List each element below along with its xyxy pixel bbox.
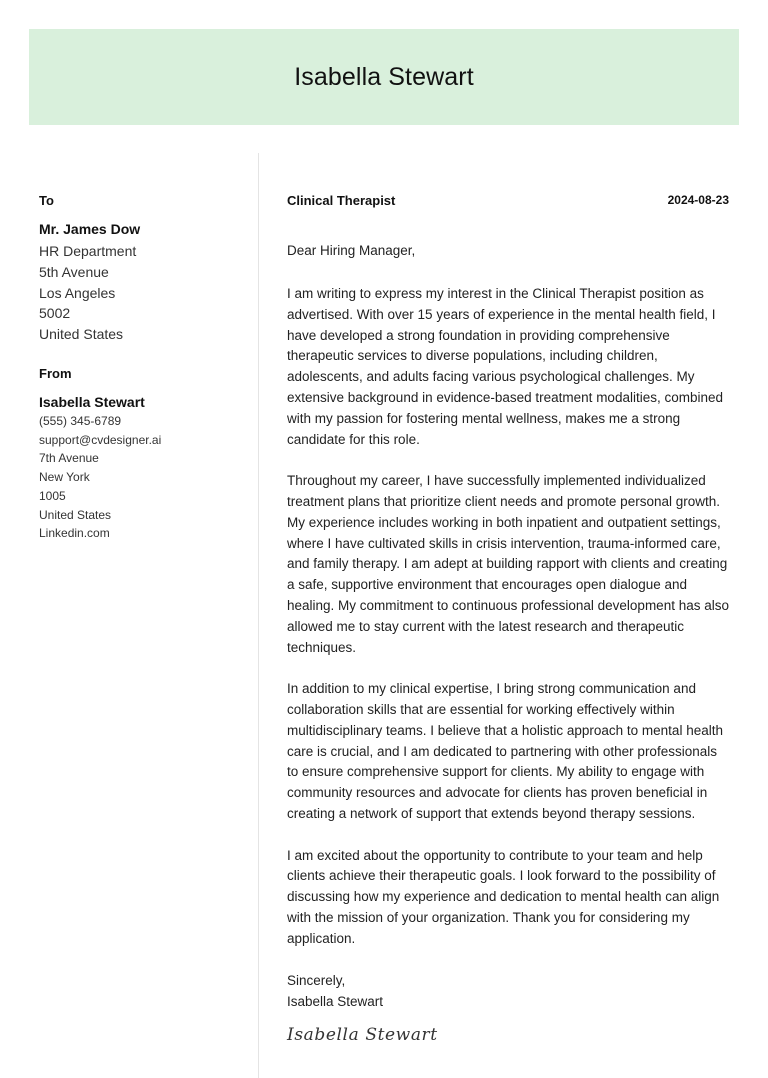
closing-block	[287, 971, 383, 1013]
applicant-name: Isabella Stewart	[294, 62, 474, 91]
paragraph: I am excited about the opportunity to contribute to your team and help clients achieve their therapeutic goals. I look forward to the possibility of discussing how my experience and dedication to mental health can align with the mission of your organization. Thank you for considering my application.	[287, 847, 720, 946]
letter-paragraphs	[287, 284, 729, 970]
paragraph: Throughout my career, I have successfully implemented individualized treatment plans that prioritize client needs and promote personal growth. My experience includes working in both inpatient and outpatient settings, where I have cultivated skills in crisis intervention, trauma-informed care, and family therapy. I am adept at building rapport with clients and creating a safe, supportive environment that encourages open dialogue and healing. My commitment to continuous professional development has also allowed me to stay current with the latest research and therapeutic techniques.	[287, 473, 729, 655]
paragraph: I am writing to express my interest in the Clinical Therapist position as advertised. With over 15 years of experience in the mental health field, I have developed a strong foundation in providing comprehensive therapeutic services to diverse populations, including children, adolescents, and adults facing various psychological challenges. My extensive background in evidence-based treatment modalities, combined with my passion for fostering mental wellness, makes me a strong candidate for this role.	[287, 286, 724, 447]
column-divider	[258, 153, 259, 1078]
closing-phrase: Sincerely,	[287, 973, 346, 988]
sender-linkedin: Linkedin.com	[39, 526, 110, 541]
sender-phone: (555) 345-6789	[39, 414, 122, 428]
paragraph: In addition to my clinical expertise, I bring strong communication and collaboration skills that are essential for working effectively within multidisciplinary teams. I believe that a holistic approach to mental health care is crucial, and I am dedicated to partnering with other professionals to ensure comprehensive support for clients. My ability to engage with community resources and advocate for clients has proven beneficial in creating a network of support that extends beyond therapy sessions.	[287, 681, 723, 821]
recipient-address	[39, 241, 136, 345]
handwritten-signature: Isabella Stewart	[287, 1025, 438, 1045]
recipient-line: HR Department	[39, 243, 137, 259]
sender-section-title: From	[39, 366, 72, 381]
position-title: Clinical Therapist	[287, 193, 396, 208]
sender-postcode: 1005	[39, 488, 66, 503]
recipient-name: Mr. James Dow	[39, 221, 141, 237]
letter-date: 2024-08-23	[667, 193, 729, 207]
closing-name: Isabella Stewart	[287, 993, 384, 1009]
recipient-section-title: To	[39, 193, 54, 208]
sender-name: Isabella Stewart	[39, 394, 145, 410]
sender-contact	[39, 412, 161, 543]
header-banner	[29, 29, 739, 125]
sender-email: support@cvdesigner.ai	[39, 432, 162, 447]
recipient-line: 5th Avenue	[39, 263, 109, 280]
sender-city: New York	[39, 470, 90, 485]
recipient-line: Los Angeles	[39, 284, 116, 301]
recipient-line: 5002	[39, 305, 71, 322]
recipient-line: United States	[39, 326, 124, 343]
sender-country: United States	[39, 507, 112, 522]
sender-street: 7th Avenue	[39, 451, 99, 466]
salutation: Dear Hiring Manager,	[287, 243, 416, 258]
